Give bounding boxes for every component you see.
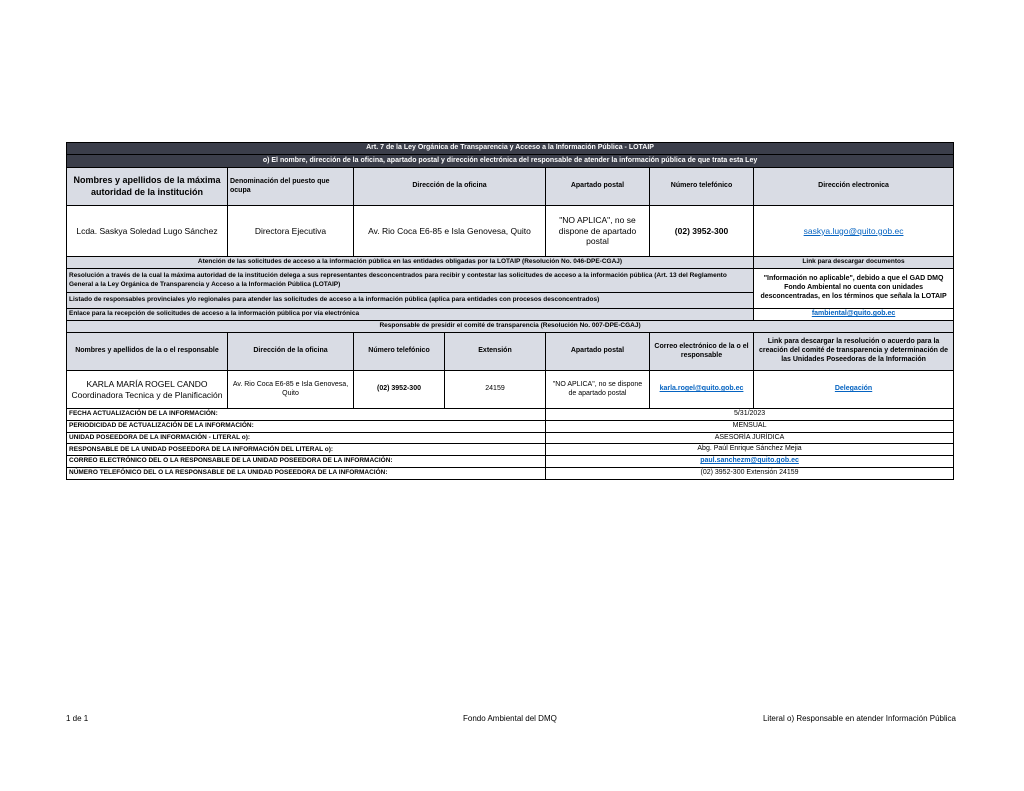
meta-value-responsible: Abg. Paúl Enrique Sánchez Mejia bbox=[546, 444, 954, 456]
not-applicable-note: "Información no aplicable", debido a que el GAD DMQ Fondo Ambiental no cuenta con unidades desconcentradas, en los términos que señala la LOTAIP bbox=[754, 269, 954, 309]
meta-value-unit: ASESORÍA JURÍDICA bbox=[546, 432, 954, 444]
meta-value-phone: (02) 3952-300 Extensión 24159 bbox=[546, 467, 954, 479]
authority-office: Av. Rio Coca E6-85 e Isla Genovesa, Quito bbox=[354, 206, 546, 257]
authority-name: Lcda. Saskya Soledad Lugo Sánchez bbox=[67, 206, 228, 257]
responsible-office: Av. Rio Coca E6-85 e Isla Genovesa, Quito bbox=[228, 371, 354, 409]
footer-page-number: 1 de 1 bbox=[66, 714, 89, 723]
transparency-sheet bbox=[66, 142, 953, 480]
responsible-extension: 24159 bbox=[445, 371, 546, 409]
meta-label-unit: UNIDAD POSEEDORA DE LA INFORMACIÓN - LITERAL o): bbox=[67, 432, 546, 444]
meta-value-periodicity: MENSUAL bbox=[546, 420, 954, 432]
footer-center-text: Fondo Ambiental del DMQ bbox=[463, 714, 557, 723]
meta-label-email: CORREO ELECTRÓNICO DEL O LA RESPONSABLE DE LA UNIDAD POSEEDORA DE LA INFORMACIÓN: bbox=[67, 456, 546, 468]
regional-responsibles-row: Listado de responsables provinciales y/o regionales para atender las solicitudes de acceso a la información pública (aplica para entidades con procesos desconcentrados) bbox=[67, 293, 754, 309]
responsible-role: Coordinadora Tecnica y de Planificación bbox=[71, 389, 223, 400]
header-responsible-phone: Número telefónico bbox=[354, 333, 445, 371]
section3-heading: Responsable de presidir el comité de transparencia (Resolución No. 007-DPE-CGAJ) bbox=[67, 321, 954, 333]
meta-label-phone: NÚMERO TELEFÓNICO DEL O LA RESPONSABLE DE LA UNIDAD POSEEDORA DE LA INFORMACIÓN: bbox=[67, 467, 546, 479]
section2-heading: Atención de las solicitudes de acceso a la información pública en las entidades obligadas por la LOTAIP (Resolución No. 046-DPE-CGAJ) bbox=[67, 257, 754, 269]
header-responsible-extension: Extensión bbox=[445, 333, 546, 371]
header-office-address: Dirección de la oficina bbox=[354, 168, 546, 206]
header-committee-link: Link para descargar la resolución o acuerdo para la creación del comité de transparencia y determinación de las Unidades Poseedoras de la Información bbox=[754, 333, 954, 371]
header-responsible-postal: Apartado postal bbox=[546, 333, 650, 371]
header-authority-name: Nombres y apellidos de la máxima autoridad de la institución bbox=[67, 168, 228, 206]
responsible-name-cell bbox=[67, 371, 228, 409]
header-responsible-office: Dirección de la oficina bbox=[228, 333, 354, 371]
authority-postal: "NO APLICA", no se dispone de apartado postal bbox=[546, 206, 650, 257]
lotaip-table bbox=[66, 142, 954, 480]
delegation-link[interactable]: Delegación bbox=[754, 371, 954, 409]
header-email: Dirección electronica bbox=[754, 168, 954, 206]
authority-position: Directora Ejecutiva bbox=[228, 206, 354, 257]
meta-label-responsible: RESPONSABLE DE LA UNIDAD POSEEDORA DE LA INFORMACIÓN DEL LITERAL o): bbox=[67, 444, 546, 456]
section2-link-heading: Link para descargar documentos bbox=[754, 257, 954, 269]
responsible-email-link[interactable]: karla.rogel@quito.gob.ec bbox=[650, 371, 754, 409]
footer-right-text: Literal o) Responsable en atender Información Pública bbox=[762, 714, 956, 723]
header-position: Denominación del puesto que ocupa bbox=[228, 168, 354, 206]
header-responsible-email: Correo electrónico de la o el responsable bbox=[650, 333, 754, 371]
header-responsible-name: Nombres y apellidos de la o el responsable bbox=[67, 333, 228, 371]
header-phone: Número telefónico bbox=[650, 168, 754, 206]
delegation-resolution-row: Resolución a través de la cual la máxima autoridad de la institución delega a sus representantes desconcentrados para recibir y contestar las solicitudes de acceso a la información pública (Art. 13 del Reglamento General a la Ley Orgánica de Transparencia y Acceso a la Información Pública (LOTAIP) bbox=[67, 269, 754, 293]
electronic-requests-row: Enlace para la recepción de solicitudes de acceso a la información pública por vía electrónica bbox=[67, 309, 754, 321]
responsible-name: KARLA MARÍA ROGEL CANDO bbox=[86, 378, 208, 389]
meta-value-email-link[interactable]: paul.sanchezm@quito.gob.ec bbox=[546, 456, 954, 468]
authority-phone: (02) 3952-300 bbox=[650, 206, 754, 257]
header-postal: Apartado postal bbox=[546, 168, 650, 206]
meta-label-date: FECHA ACTUALIZACIÓN DE LA INFORMACIÓN: bbox=[67, 409, 546, 421]
responsible-postal: "NO APLICA", no se dispone de apartado postal bbox=[546, 371, 650, 409]
meta-value-date: 5/31/2023 bbox=[546, 409, 954, 421]
title-line-1: Art. 7 de la Ley Orgánica de Transparencia y Acceso a la Información Pública - LOTAIP bbox=[67, 143, 954, 155]
meta-label-periodicity: PERIODICIDAD DE ACTUALIZACIÓN DE LA INFORMACIÓN: bbox=[67, 420, 546, 432]
title-line-2: o) El nombre, dirección de la oficina, apartado postal y dirección electrónica del responsable de atender la información pública de que trata esta Ley bbox=[67, 155, 954, 168]
authority-email-link[interactable]: saskya.lugo@quito.gob.ec bbox=[754, 206, 954, 257]
fambiental-email-link[interactable]: fambiental@quito.gob.ec bbox=[754, 309, 954, 321]
responsible-phone: (02) 3952-300 bbox=[354, 371, 445, 409]
